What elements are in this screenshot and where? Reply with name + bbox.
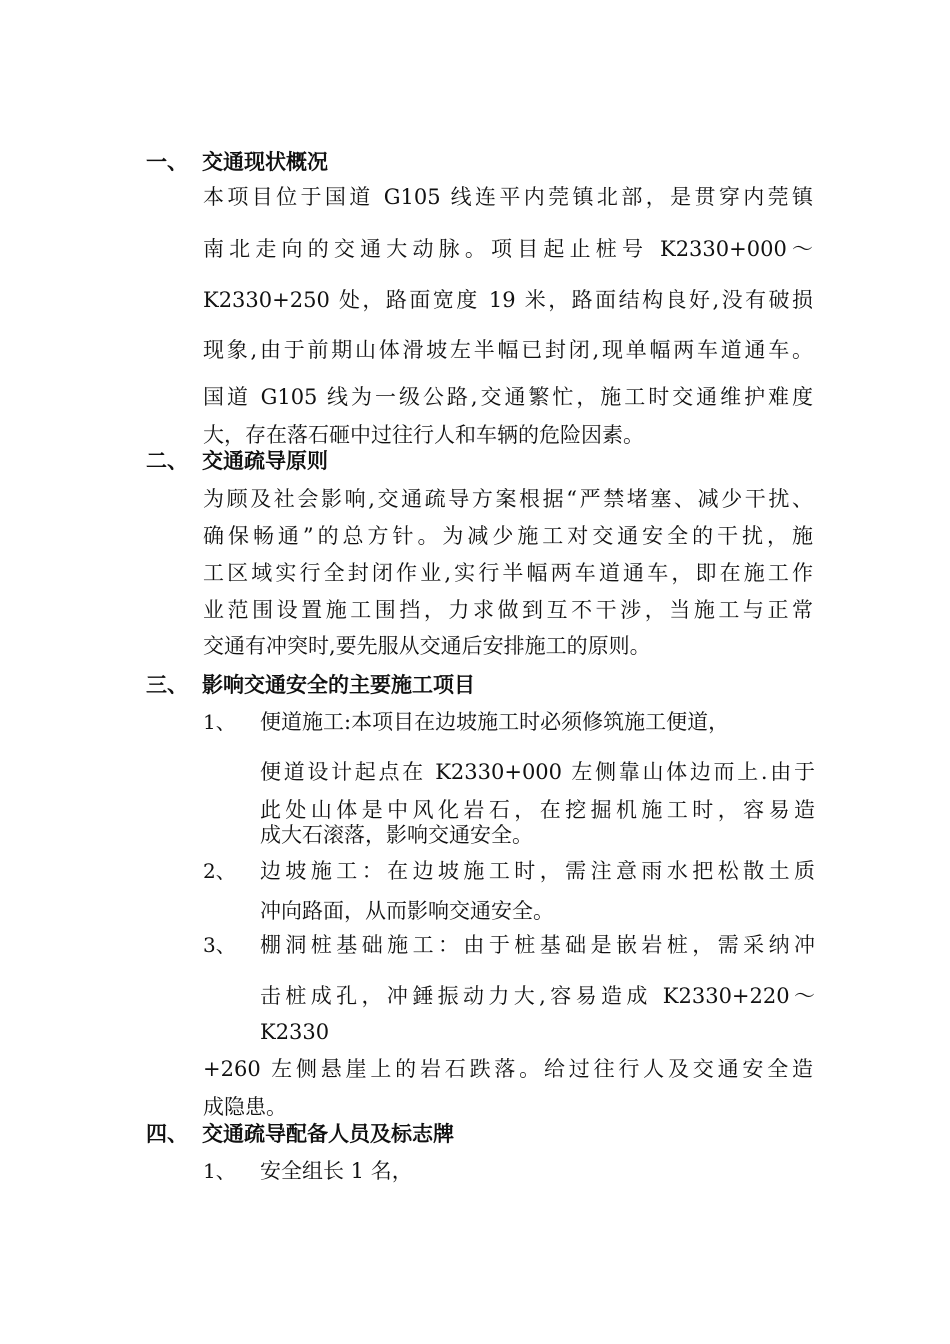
paragraph-line: 本项目位于国道 G105 线连平内莞镇北部，是贯穿内莞镇 — [203, 185, 813, 209]
section-heading — [146, 1121, 454, 1147]
paragraph-line: 确保畅通”的总方针。为减少施工对交通安全的干扰，施 — [203, 524, 813, 548]
list-item-line: 冲向路面，从而影响交通安全。 — [260, 899, 554, 923]
paragraph-line: 为顾及社会影响,交通疏导方案根据“严禁堵塞、减少干扰、 — [203, 487, 813, 511]
list-item-line: 成大石滚落，影响交通安全。 — [260, 823, 533, 847]
list-item-number: 2、 — [203, 859, 236, 883]
paragraph-line: 大，存在落石砸中过往行人和车辆的危险因素。 — [203, 423, 644, 447]
section-heading — [146, 448, 328, 474]
list-item-number: 1、 — [203, 710, 236, 734]
section-heading — [146, 149, 328, 175]
list-item-line: 便道施工:本项目在边坡施工时必须修筑施工便道， — [260, 710, 730, 734]
section-number: 二、 — [146, 449, 188, 473]
section-number: 一、 — [146, 150, 188, 174]
paragraph-line: 现象,由于前期山体滑坡左半幅已封闭,现单幅两车道通车。 — [203, 338, 813, 362]
section-title: 交通疏导配备人员及标志牌 — [202, 1122, 454, 1146]
section-title: 交通现状概况 — [202, 150, 328, 174]
paragraph-line: 国道 G105 线为一级公路,交通繁忙，施工时交通维护难度 — [203, 385, 813, 409]
list-item-line: 安全组长 1 名， — [260, 1159, 413, 1183]
paragraph-line: 工区域实行全封闭作业,实行半幅两车道通车，即在施工作 — [203, 561, 813, 585]
paragraph-line: +260 左侧悬崖上的岩石跌落。给过往行人及交通安全造 — [203, 1057, 813, 1081]
section-title: 交通疏导原则 — [202, 449, 328, 473]
list-item-line: 击桩成孔，冲錘振动力大,容易造成 K2330+220～ — [260, 984, 815, 1008]
section-heading — [146, 672, 475, 698]
paragraph-line: 交通有冲突时,要先服从交通后安排施工的原则。 — [203, 634, 651, 658]
list-item-line: K2330 — [260, 1020, 330, 1044]
list-item-line: 边坡施工：在边坡施工时，需注意雨水把松散土质 — [260, 859, 815, 883]
paragraph-line: 成隐患。 — [203, 1095, 287, 1119]
paragraph-line: 业范围设置施工围挡，力求做到互不干涉，当施工与正常 — [203, 598, 813, 622]
section-title: 影响交通安全的主要施工项目 — [202, 673, 475, 697]
list-item-number: 1、 — [203, 1159, 236, 1183]
section-number: 四、 — [146, 1122, 188, 1146]
paragraph-line: K2330+250 处，路面宽度 19 米，路面结构良好,没有破损 — [203, 288, 813, 312]
paragraph-line: 南北走向的交通大动脉。项目起止桩号 K2330+000～ — [203, 237, 813, 261]
list-item-number: 3、 — [203, 933, 236, 957]
list-item-line: 棚洞桩基础施工：由于桩基础是嵌岩桩，需采纳冲 — [260, 933, 815, 957]
list-item-line: 此处山体是中风化岩石，在挖掘机施工时，容易造 — [260, 798, 815, 822]
section-number: 三、 — [146, 673, 188, 697]
list-item-line: 便道设计起点在 K2330+000 左侧靠山体边而上.由于 — [260, 760, 815, 784]
